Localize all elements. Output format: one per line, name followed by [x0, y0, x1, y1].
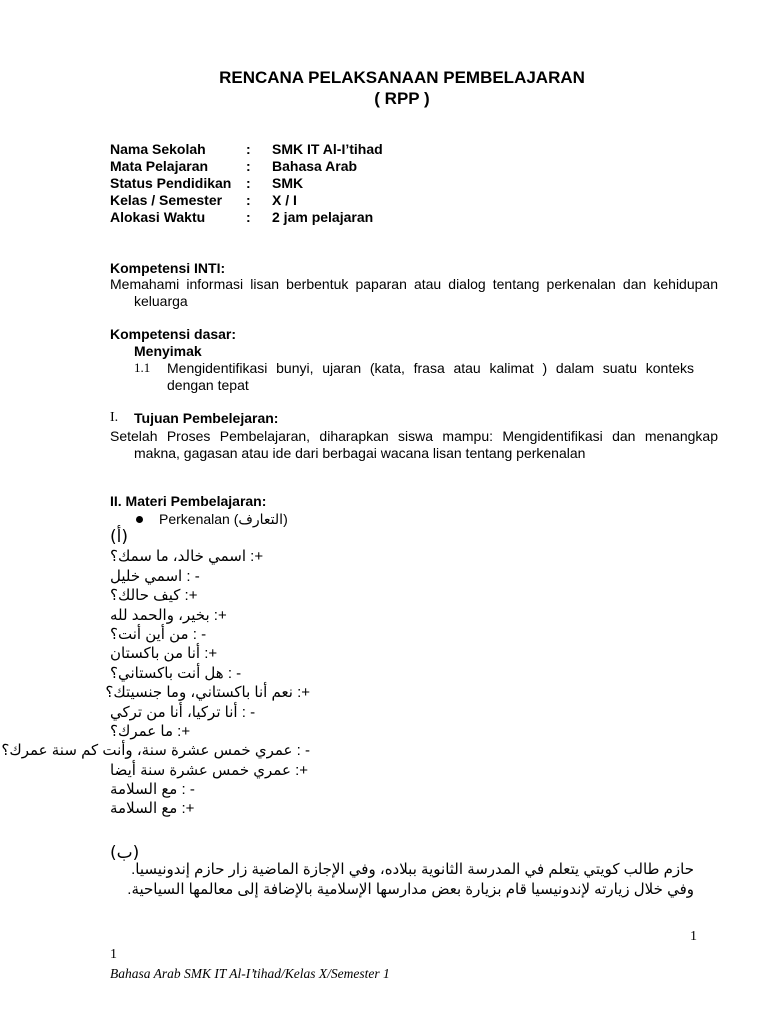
item-text: Mengidentifikasi bunyi, ujaran (kata, frasa atau kalimat ) dalam suatu konteks dengan tepat [167, 360, 694, 393]
section-number: I. [110, 410, 119, 425]
kompetensi-dasar-subheading: Menyimak [134, 343, 202, 359]
info-value: X / I [272, 192, 297, 208]
dialog-line: +: كيف حالك؟ [110, 587, 198, 605]
bullet-text: Perkenalan (التعارف) [159, 511, 288, 527]
info-label: Mata Pelajaran [110, 158, 209, 174]
page-number: 1 [690, 929, 697, 944]
info-value: Bahasa Arab [272, 158, 358, 174]
info-colon: : [246, 209, 251, 225]
document-title: RENCANA PELAKSANAAN PEMBELAJARAN [219, 68, 585, 87]
dialog-line: - : هل أنت باكستاني؟ [110, 664, 242, 682]
dialog-label-b: (ب) [110, 843, 140, 863]
dialog-line: +: بخير، والحمد لله [110, 606, 227, 624]
tujuan-heading-row [110, 410, 278, 426]
info-label: Status Pendidikan [110, 175, 232, 191]
materi-bullet [136, 511, 288, 528]
info-value: SMK [272, 175, 304, 191]
dialog-line: - : مع السلامة [110, 781, 195, 799]
identity-table [110, 141, 383, 226]
info-colon: : [246, 141, 251, 157]
info-row-subject [110, 158, 383, 175]
info-row-school [110, 141, 383, 158]
info-value: SMK IT Al-I’tihad [272, 141, 383, 157]
dialog-line: - : من أين أنت؟ [110, 625, 207, 643]
document-subtitle: ( RPP ) [374, 89, 430, 108]
dialog-line: +: نعم أنا باكستاني، وما جنسيتك؟ [105, 684, 310, 702]
dialog-line: +: ما عمرك؟ [110, 722, 191, 740]
materi-heading: II. Materi Pembelajaran: [110, 493, 267, 509]
item-number: 1.1 [134, 360, 151, 375]
dialog-line: +: عمري خمس عشرة سنة أيضا [110, 761, 308, 779]
bullet-icon [136, 516, 143, 523]
info-label: Alokasi Waktu [110, 209, 206, 225]
tujuan-text: Setelah Proses Pembelajaran, diharapkan siswa mampu: Mengidentifikasi dan menangkap makna, gagasan atau ide dari berbagai wacana lisan tentang perkenalan [110, 428, 718, 461]
page-footer: Bahasa Arab SMK IT Al-I’tihad/Kelas X/Semester 1 [110, 966, 390, 981]
document-page [1, 0, 718, 1024]
dialog-line: +: أنا من باكستان [110, 645, 218, 663]
dialog-label-a: (أ) [110, 527, 128, 547]
kompetensi-dasar-item [134, 360, 694, 394]
kompetensi-inti-heading: Kompetensi INTI: [110, 260, 226, 276]
info-colon: : [246, 158, 251, 174]
dialog-line: +: اسمي خالد، ما سمك؟ [110, 548, 264, 566]
tujuan-heading: Tujuan Pembelejaran: [134, 410, 279, 426]
dialog-line: - : عمري خمس عشرة سنة، وأنت كم سنة عمرك؟ [1, 742, 310, 760]
info-label: Nama Sekolah [110, 141, 206, 157]
dialog-a [1, 527, 310, 819]
dialog-line: +: مع السلامة [110, 800, 195, 818]
info-label: Kelas / Semester [110, 192, 223, 208]
info-value: 2 jam pelajaran [272, 209, 374, 225]
info-row-status [110, 175, 383, 192]
kompetensi-inti-text: Memahami informasi lisan berbentuk paparan atau dialog tentang perkenalan dan kehidupan keluarga [110, 276, 718, 309]
info-row-class [110, 192, 383, 209]
info-row-time [110, 209, 383, 226]
dialog-line: - : اسمي خليل [110, 567, 200, 585]
kompetensi-dasar-heading: Kompetensi dasar: [110, 326, 237, 342]
dialog-line: - : أنا تركيا، أنا من تركي [110, 703, 256, 721]
footer-page-number: 1 [110, 947, 117, 962]
info-colon: : [246, 192, 251, 208]
info-colon: : [246, 175, 251, 191]
reading-paragraph-b: حازم طالب كويتي يتعلم في المدرسة الثانوية ببلاده، وفي الإجازة الماضية زار حازم إندونيسيا. وفي خلال زيارته لإندونيسيا قام بزيارة بعض مدارسها الإسلامية بالإضافة إلى معالمها السياحية. [127, 861, 694, 898]
